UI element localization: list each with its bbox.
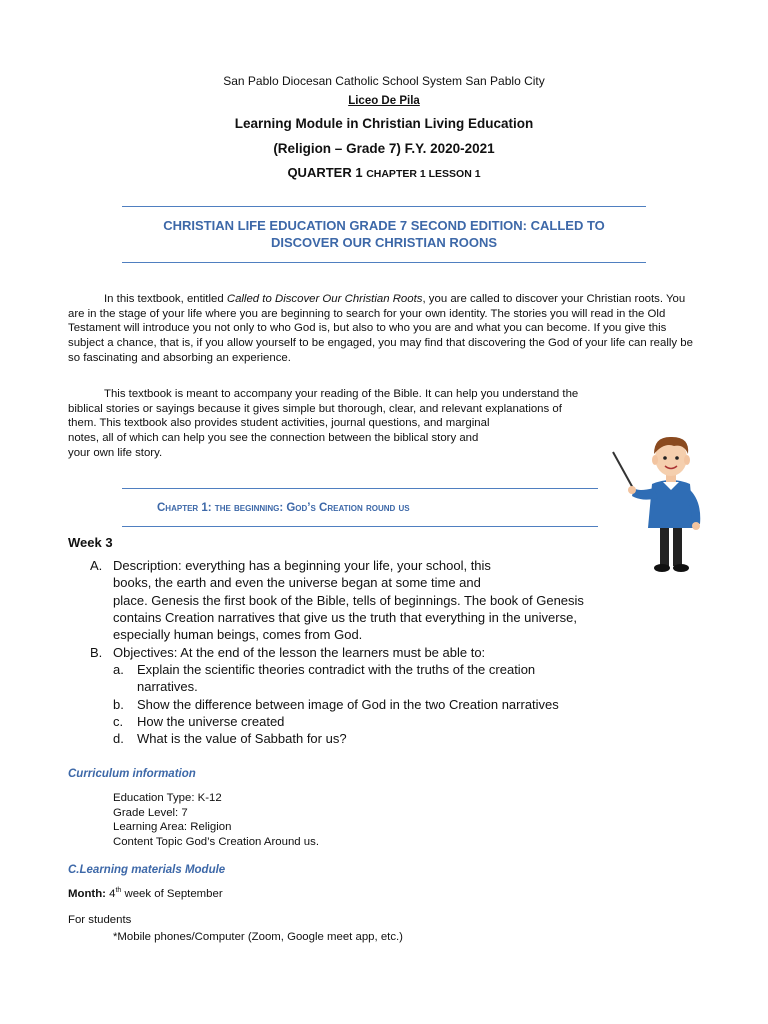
title-bottom-rule <box>122 262 646 263</box>
objective-text: Explain the scientific theories contradict with the truths of the creation <box>137 662 536 677</box>
teacher-with-pointer-icon <box>608 428 728 576</box>
item-a-line2: books, the earth and even the universe began at some time and <box>113 575 481 591</box>
chapter-heading: Chapter 1: the beginning: God’s Creation round us <box>157 502 410 514</box>
objective-label: d. <box>113 731 124 747</box>
book-title-line1: CHRISTIAN LIFE EDUCATION GRADE 7 SECOND EDITION: CALLED TO <box>163 218 605 233</box>
content-topic: Content Topic God’s Creation Around us. <box>113 835 320 848</box>
quarter-line <box>0 165 768 180</box>
item-a-line5: especially human beings, comes from God. <box>113 627 363 643</box>
chapter-bottom-rule <box>122 526 598 527</box>
objectives-list <box>113 661 693 747</box>
intro-p2-line5: your own life story. <box>68 446 163 459</box>
intro-p2-line4: notes, all of which can help you see the connection between the biblical story and <box>68 432 479 445</box>
teacher-illustration <box>608 428 728 576</box>
month-number: 4 <box>109 887 116 900</box>
item-a <box>90 557 690 643</box>
intro-paragraph-1 <box>68 292 698 366</box>
materials-heading: C.Learning materials Module <box>68 864 226 876</box>
education-type: Education Type: K-12 <box>113 792 222 804</box>
item-a-line3: place. Genesis the first book of the Bible, tells of beginnings. The book of Genesis <box>113 592 584 608</box>
objective-label: c. <box>113 713 124 729</box>
intro-p2-line2: biblical stories or sayings because it gives simple but thorough, clear, and relevant explanations of <box>68 402 562 415</box>
objective-a <box>113 661 693 696</box>
book-title-line2: DISCOVER OUR CHRISTIAN ROONS <box>270 235 498 250</box>
item-a-label: A. <box>90 558 103 573</box>
objective-text: Show the difference between image of God in the two Creation narratives <box>137 696 559 712</box>
objective-text: How the universe created <box>137 713 285 729</box>
objective-b <box>113 696 693 713</box>
month-line <box>68 884 223 901</box>
module-title: Learning Module in Christian Living Education <box>234 116 534 131</box>
item-b-text: Objectives: At the end of the lesson the learners must be able to: <box>113 645 486 660</box>
week-label: Week 3 <box>68 535 113 550</box>
quarter: QUARTER 1 <box>287 165 363 180</box>
objective-label: a. <box>113 662 124 677</box>
student-devices: *Mobile phones/Computer (Zoom, Google meet app, etc.) <box>113 931 403 943</box>
book-title <box>120 217 648 251</box>
objective-c <box>113 713 693 730</box>
chapter-top-rule <box>122 488 598 489</box>
intro-p1-book-title: Called to Discover Our Christian Roots <box>226 293 423 305</box>
objective-text-cont: narratives. <box>137 679 198 695</box>
item-b-label: B. <box>90 645 103 660</box>
school-name: Liceo De Pila <box>348 95 420 107</box>
month-label: Month: <box>68 887 106 900</box>
objective-d <box>113 730 693 747</box>
school-system: San Pablo Diocesan Catholic School System San Pablo City <box>223 74 545 88</box>
objective-text: What is the value of Sabbath for us? <box>137 731 347 747</box>
subject-line: (Religion – Grade 7) F.Y. 2020-2021 <box>273 141 495 156</box>
curriculum-heading: Curriculum information <box>68 768 196 780</box>
grade-level: Grade Level: 7 <box>113 806 188 819</box>
item-b <box>90 644 690 661</box>
learning-area: Learning Area: Religion <box>113 821 232 833</box>
curriculum-details <box>113 791 319 849</box>
item-a-line1: Description: everything has a beginning your life, your school, this <box>113 558 491 573</box>
for-students: For students <box>68 914 132 926</box>
item-a-line4: contains Creation narratives that give us the truth that everything in the universe, <box>113 609 577 625</box>
chapter-lesson: CHAPTER 1 LESSON 1 <box>366 168 481 180</box>
month-suffix: th <box>115 887 122 894</box>
intro-p1-after: , you are called to discover your Christian roots. You are in the stage of your life where you are beginning to search for your own identity. The stories you will read in the Old Testament will introduce you not only to who God is, but also to who you are and what you can become. If you give this subject a chance, that is, if you allow yourself to be engaged, you may find that discovering the God of your life can really be so fascinating and absorbing an experience. <box>68 293 693 364</box>
month-rest: week of September <box>124 887 223 900</box>
intro-p2-line3: them. This textbook also provides student activities, journal questions, and marginal <box>68 417 490 430</box>
intro-p2-line1: This textbook is meant to accompany your reading of the Bible. It can help you understand the <box>104 388 579 400</box>
intro-p1-before: In this textbook, entitled <box>104 293 227 305</box>
title-top-rule <box>122 206 646 207</box>
objective-label: b. <box>113 696 124 712</box>
